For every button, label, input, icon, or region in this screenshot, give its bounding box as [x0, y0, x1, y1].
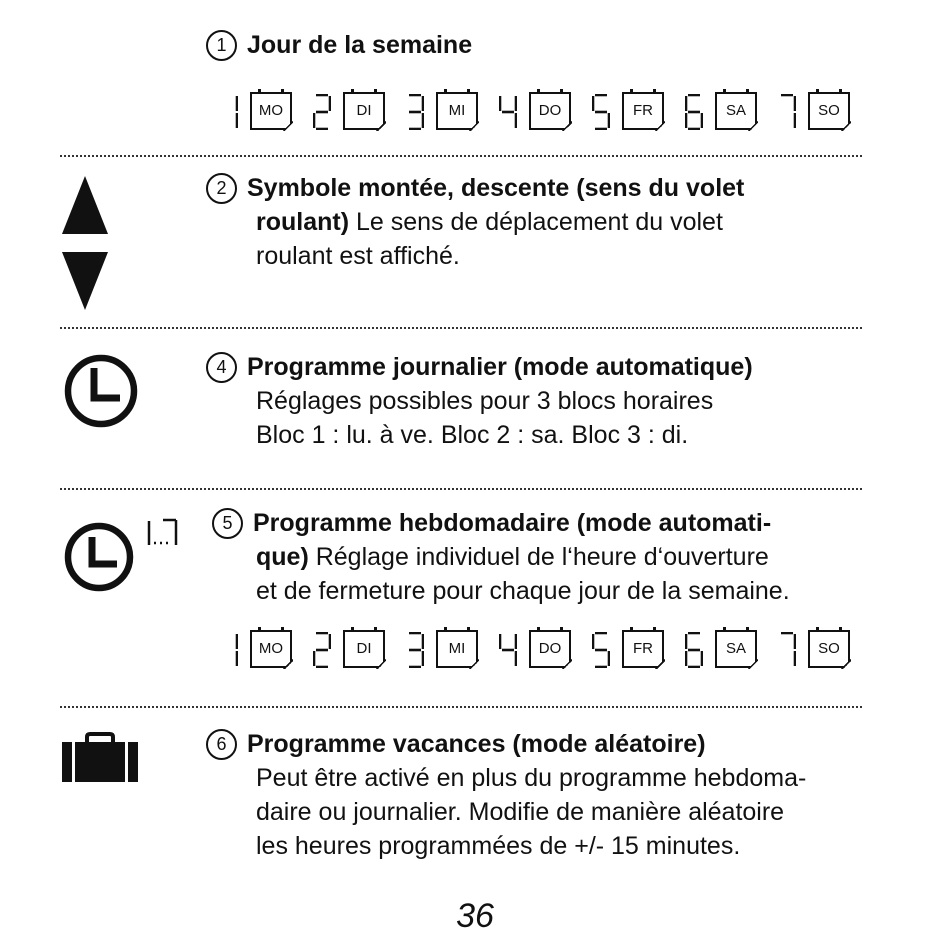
item-5-text [212, 506, 790, 608]
weekday-label: MO [258, 102, 284, 119]
calendar-sheet-icon [529, 92, 571, 130]
calendar-sheet-icon [436, 92, 478, 130]
weekday-label: DO [538, 640, 562, 657]
calendar-sheet-icon [343, 630, 385, 668]
seven-segment-digit [313, 632, 331, 668]
weekday-label: DI [356, 640, 372, 657]
item-6-line-2-text: Peut être activé en plus du programme hebdoma- [256, 764, 807, 792]
seven-segment-digit [685, 632, 703, 668]
suitcase-icon [60, 732, 140, 784]
calendar-sheet-icon [250, 630, 292, 668]
clock-icon [62, 352, 140, 430]
item-5-number: 5 [212, 508, 243, 539]
clock-weekly-icon [62, 515, 182, 595]
seven-segment-digit [220, 632, 238, 668]
item-6-number: 6 [206, 729, 237, 760]
calendar-sheet-icon [715, 630, 757, 668]
weekday-label: MO [258, 640, 284, 657]
item-5-line-1-bold: Programme hebdomadaire (mode automati- [253, 509, 772, 537]
separator-2 [60, 327, 862, 329]
item-6-line-4-text: les heures programmées de +/- 15 minutes. [256, 832, 741, 860]
item-2-line-3-text: roulant est affiché. [256, 242, 460, 270]
weekday-row-1 [220, 92, 870, 134]
seven-segment-digit [592, 632, 610, 668]
weekday-label: DI [356, 102, 372, 119]
weekday-row-2 [220, 630, 870, 672]
item-4-line-3-text: Bloc 1 : lu. à ve. Bloc 2 : sa. Bloc 3 : di. [256, 421, 689, 449]
item-1-title: Jour de la semaine [247, 31, 473, 59]
up-down-arrows-icon [60, 172, 110, 312]
weekday-label: DO [538, 102, 562, 119]
separator-1 [60, 155, 862, 157]
calendar-sheet-icon [715, 92, 757, 130]
weekday-label: SA [725, 640, 746, 657]
weekday-label: SA [725, 102, 746, 119]
seven-segment-digit [406, 94, 424, 130]
calendar-sheet-icon [808, 92, 850, 130]
item-6-line-1-bold: Programme vacances (mode aléatoire) [247, 730, 706, 758]
calendar-sheet-icon [529, 630, 571, 668]
item-2-line-2-bold: roulant) [256, 208, 350, 236]
item-2-number: 2 [206, 173, 237, 204]
calendar-sheet-icon [622, 92, 664, 130]
seven-segment-digit [499, 632, 517, 668]
page-number: 36 [456, 897, 494, 935]
seven-segment-digit [592, 94, 610, 130]
seven-segment-digit [220, 94, 238, 130]
item-5-line-3-text: et de fermeture pour chaque jour de la semaine. [256, 577, 790, 605]
calendar-sheet-icon [250, 92, 292, 130]
calendar-sheet-icon [343, 92, 385, 130]
calendar-sheet-icon [622, 630, 664, 668]
item-5-line-2-bold: que) [256, 543, 309, 571]
seven-segment-digit [685, 94, 703, 130]
seven-segment-digit [499, 94, 517, 130]
weekday-label: MI [448, 102, 466, 119]
item-2-line-1-bold: Symbole montée, descente (sens du volet [247, 174, 745, 202]
separator-4 [60, 706, 862, 708]
weekday-label: FR [633, 102, 653, 119]
item-2-text [206, 171, 744, 273]
item-2-line-2-text: Le sens de déplacement du volet [349, 208, 723, 236]
seven-segment-digit [313, 94, 331, 130]
weekday-label: MI [448, 640, 466, 657]
item-4-text [206, 350, 753, 452]
weekday-label: SO [818, 640, 840, 657]
seven-segment-digit [778, 94, 796, 130]
seven-segment-digit [406, 632, 424, 668]
item-5-line-2-text: Réglage individuel de l‘heure d‘ouverture [308, 543, 769, 571]
item-1-heading [206, 28, 472, 62]
calendar-sheet-icon [436, 630, 478, 668]
weekday-label: FR [633, 640, 653, 657]
calendar-sheet-icon [808, 630, 850, 668]
weekday-label: SO [818, 102, 840, 119]
separator-3 [60, 488, 862, 490]
seven-segment-digit [778, 632, 796, 668]
item-6-text [206, 727, 806, 863]
item-6-line-3-text: daire ou journalier. Modifie de manière aléatoire [256, 798, 785, 826]
item-1-number: 1 [206, 30, 237, 61]
item-4-line-2-text: Réglages possibles pour 3 blocs horaires [256, 387, 714, 415]
item-4-line-1-bold: Programme journalier (mode automatique) [247, 353, 753, 381]
item-4-number: 4 [206, 352, 237, 383]
